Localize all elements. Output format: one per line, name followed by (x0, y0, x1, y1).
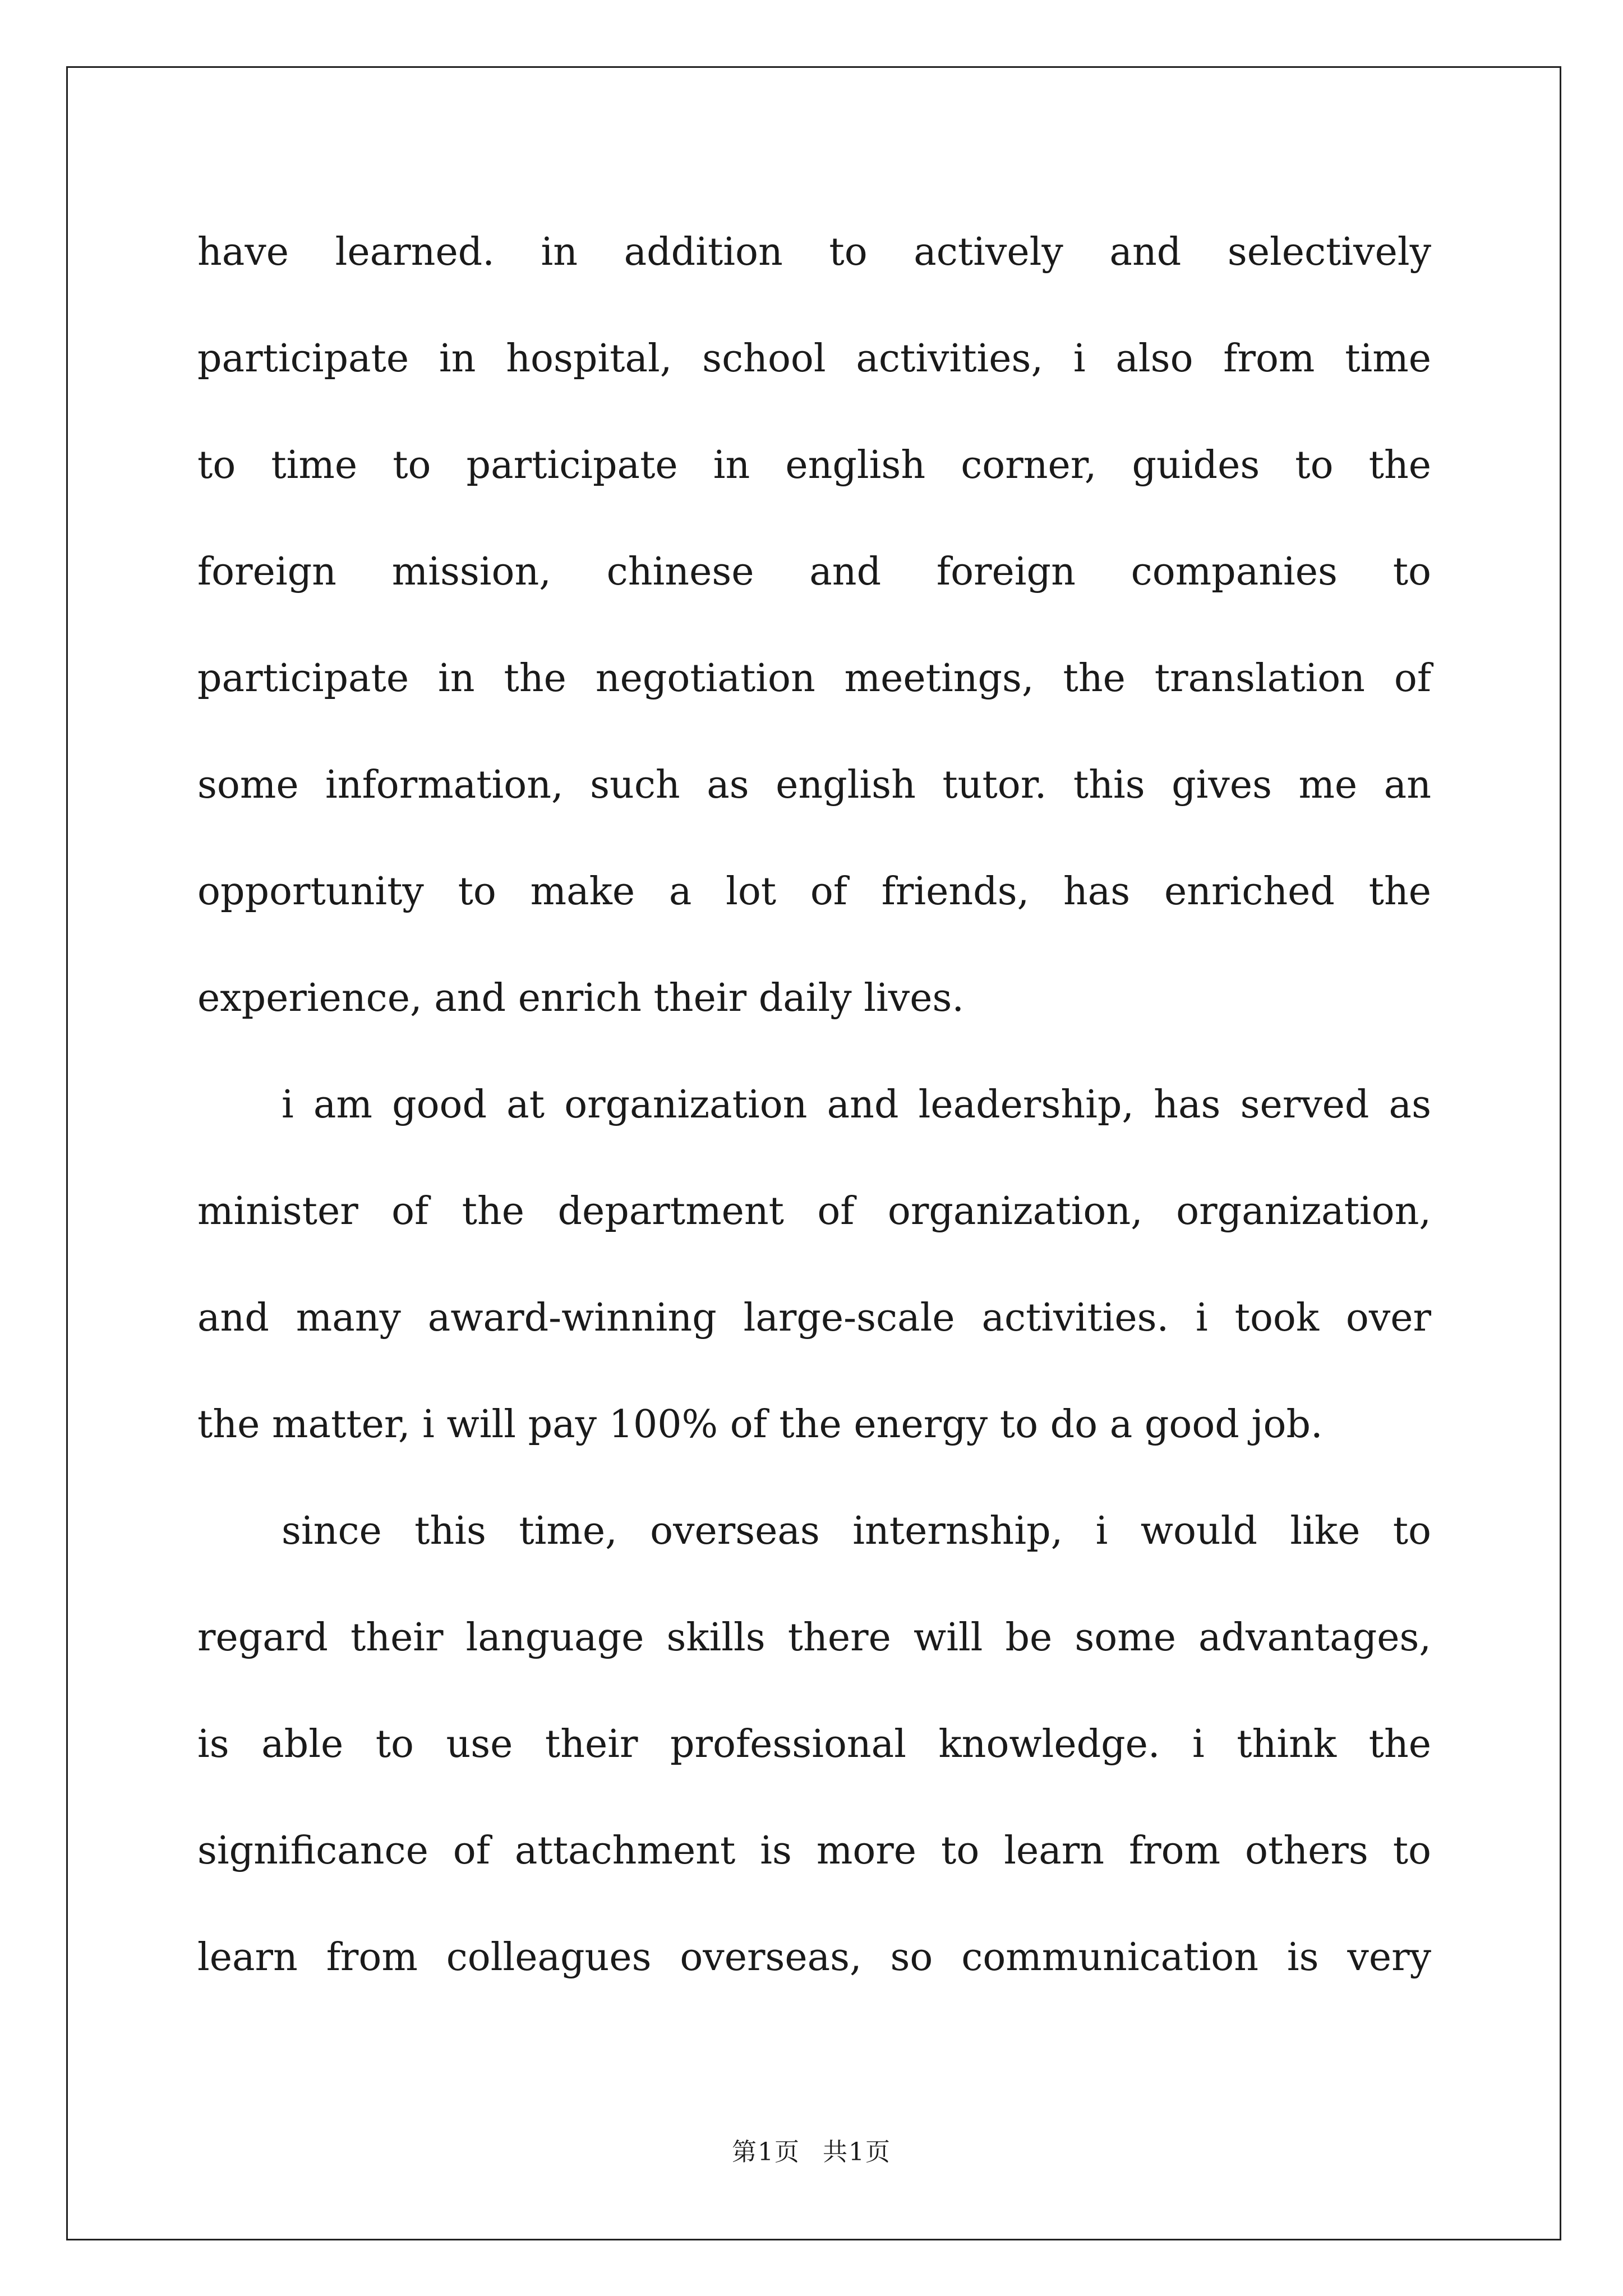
text-line: foreign mission, chinese and foreign companies to (197, 550, 1431, 594)
text-line: is able to use their professional knowledge. i think the (197, 1722, 1431, 1766)
text-line: have learned. in addition to actively and selectively (197, 230, 1431, 274)
page-number-total: 共1页 (823, 2138, 891, 2166)
paragraph-start-line: since this time, overseas internship, i would like to (282, 1509, 1431, 1553)
text-line: participate in hospital, school activities, i also from time (197, 337, 1431, 381)
text-line: the matter, i will pay 100% of the energy to do a good job. (197, 1402, 1323, 1447)
text-line: opportunity to make a lot of friends, has enriched the (197, 869, 1431, 914)
text-line: some information, such as english tutor. this gives me an (197, 763, 1431, 807)
paragraph-start-line: i am good at organization and leadership, has served as (282, 1083, 1431, 1127)
text-line: to time to participate in english corner, guides to the (197, 443, 1431, 487)
text-line: experience, and enrich their daily lives. (197, 976, 964, 1020)
page-footer (0, 2132, 1623, 2168)
text-line: significance of attachment is more to learn from others to (197, 1829, 1431, 1873)
text-line: participate in the negotiation meetings, the translation of (197, 656, 1431, 701)
text-line: and many award-winning large-scale activities. i took over (197, 1296, 1431, 1340)
text-line: regard their language skills there will be some advantages, (197, 1616, 1431, 1660)
text-line: learn from colleagues overseas, so communication is very (197, 1935, 1431, 1980)
page-number-current: 第1页 (732, 2138, 800, 2166)
document-body (197, 224, 1431, 2036)
text-line: minister of the department of organization, organization, (197, 1189, 1431, 1234)
